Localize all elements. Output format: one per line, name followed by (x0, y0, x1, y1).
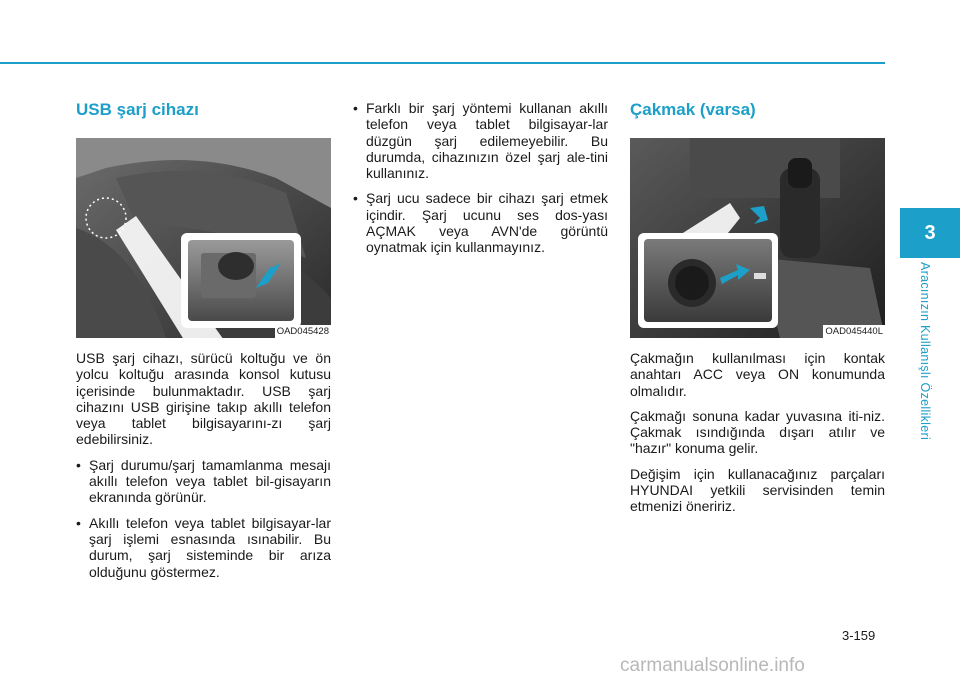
lighter-paragraph: Çakmağın kullanılması için kontak anahtarı ACC veya ON konumunda olmalıdır. (630, 350, 885, 399)
lighter-illustration (630, 138, 885, 338)
chapter-tab (900, 208, 960, 258)
usb-bullet-list (76, 457, 331, 580)
top-rule (0, 62, 885, 64)
usb-illustration (76, 138, 331, 338)
lighter-figure-code: OAD045440L (825, 326, 883, 337)
lighter-title: Çakmak (varsa) (630, 100, 756, 119)
watermark: carmanualsonline.info (620, 655, 805, 676)
usb-section (76, 100, 331, 589)
list-item: • Şarj durumu/şarj tamamlanma mesajı akıllı telefon veya tablet bil-gisayarın ekranında görünür. (76, 456, 331, 506)
list-item: • Farklı bir şarj yöntemi kullanan akıllı telefon veya tablet bilgisayar-lar düzgün şarj edilemeyebilir. Bu durumda, cihazınızın özel şarj ale-tini kullanınız. (353, 100, 608, 182)
chapter-label: Aracınızın Kullanışlı Özellikleri (918, 262, 932, 441)
page-number: 3-159 (842, 628, 876, 643)
lighter-paragraph: Değişim için kullanacağınız parçaları HYUNDAI yetkili servisinden temin etmenizi öneririz. (630, 465, 885, 515)
chapter-number: 3 (924, 221, 936, 244)
list-item: • Akıllı telefon veya tablet bilgisayar-lar şarj işlemi esnasında ısınabilir. Bu durum, şarj sisteminde bir arıza olduğunu göstermez. (76, 514, 331, 580)
usb-title: USB şarj cihazı (76, 100, 199, 119)
list-item: • Şarj ucu sadece bir cihazı şarj etmek içindir. Şarj ucunu ses dos-yası AÇMAK veya AVN'de görüntü oynatmak için kullanmayınız. (353, 190, 608, 256)
usb-section-continued (353, 100, 608, 265)
usb-figure-code: OAD045428 (276, 326, 329, 337)
usb-bullet-list-continued (353, 100, 608, 256)
usb-intro: USB şarj cihazı, sürücü koltuğu ve ön yolcu koltuğu arasında konsol kutusu içerisinde bulunmaktadır. USB şarj cihazını USB girişine takıp akıllı telefon veya tablet bilgisayarını-zı şarj edebilirsiniz. (76, 350, 331, 448)
lighter-paragraph: Çakmağı sonuna kadar yuvasına iti-niz. Çakmak ısındığında dışarı atılır ve "hazır" konuma gelir. (630, 407, 885, 457)
usb-figure (76, 138, 331, 338)
lighter-section (630, 100, 885, 524)
lighter-figure (630, 138, 885, 338)
